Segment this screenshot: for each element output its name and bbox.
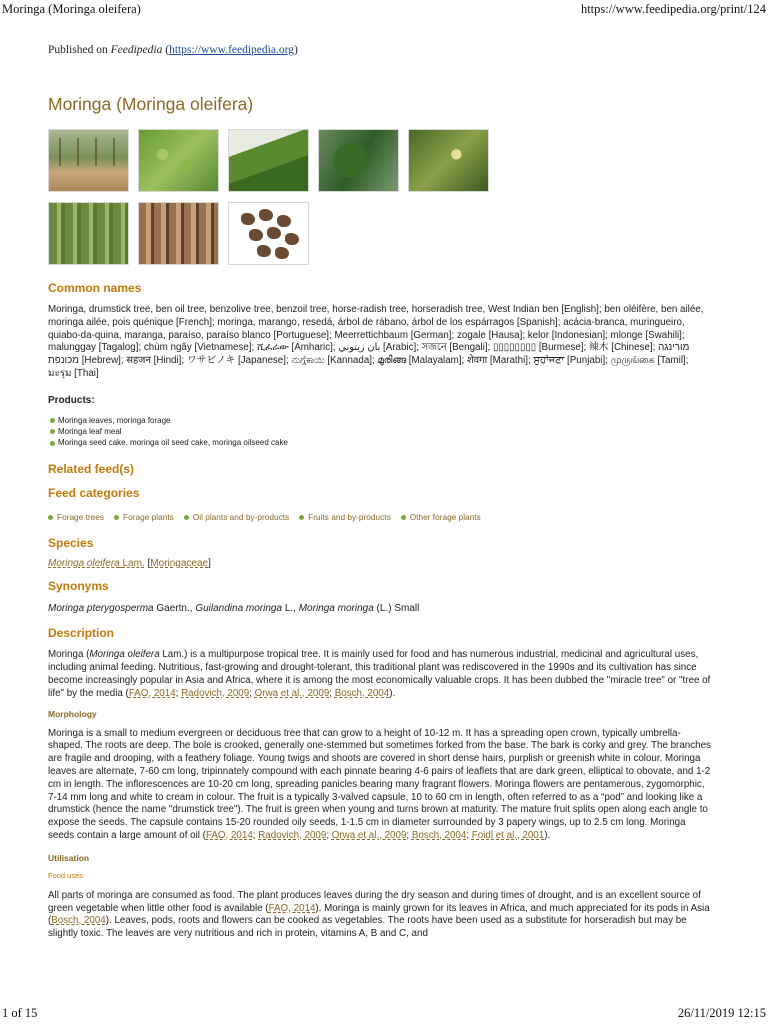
species-link[interactable]: Moringa oleifera Lam. (48, 558, 145, 570)
page-number: 1 of 15 (2, 1006, 38, 1020)
list-item: Moringa seed cake, moringa oil seed cake, moringa oilseed cake (48, 437, 714, 448)
section-common-names: Common names (48, 281, 142, 295)
image-gallery (48, 129, 508, 265)
description-text: Moringa (Moringa oleifera Lam.) is a multipurpose tropical tree. It is mainly used for food and has numerous industrial, medicinal and agricultural uses, including animal feeding. Nutritious, fast-growing and drought-tolerant, this traditional plant was rediscovered in the 1990s and its cultivation has since become increasingly popular in Asia and Africa, where it is among the most economically valuable crops. It has been dubbed the "miracle tree" or "tree of life" by the media (FAO, 2014; Radovich, 2009; Orwa et al., 2009; Bosch, 2004). (48, 649, 711, 699)
section-description: Description (48, 626, 115, 641)
synonyms-line: Moringa pterygosperma Gaertn., Guilandina moringa L., Moringa moringa (L.) Small (48, 603, 420, 615)
ref-link[interactable]: Orwa et al., 2009 (254, 687, 330, 699)
thumbnail-image[interactable] (228, 129, 309, 192)
ref-link[interactable]: FAO, 2014 (268, 902, 316, 914)
thumbnail-image[interactable] (228, 202, 309, 265)
thumbnail-image[interactable] (48, 202, 129, 265)
list-item: Moringa leaf meal (48, 426, 714, 437)
subsection-utilisation: Utilisation (48, 852, 90, 863)
site-name: Feedipedia (110, 44, 163, 56)
list-item: Moringa leaves, moringa forage (48, 415, 714, 426)
print-header (0, 0, 768, 18)
family-link[interactable]: Moringaceae (150, 558, 209, 570)
ref-link[interactable]: Bosch, 2004 (51, 915, 106, 927)
ref-link[interactable]: Orwa et al., 2009 (331, 829, 407, 841)
page-title: Moringa (Moringa oleifera) (48, 94, 254, 114)
site-link[interactable]: https://www.feedipedia.org (169, 44, 294, 56)
category-link[interactable]: Forage plants (114, 512, 174, 522)
subsection-morphology: Morphology (48, 708, 97, 719)
ref-link[interactable]: Bosch, 2004 (411, 829, 467, 841)
print-footer (0, 1002, 768, 1024)
thumbnail-image[interactable] (318, 129, 399, 192)
ref-link[interactable]: FAO, 2014 (205, 829, 253, 841)
thumbnail-image[interactable] (138, 202, 219, 265)
products-heading: Products: (48, 394, 95, 406)
morphology-text: Moringa is a small to medium evergreen or deciduous tree that can grow to a height of 10-12 m. It has a spreading open crown, typically umbrella-shaped. The roots are deep. The bole is crooked, generally one-stemmed but sometimes forked from the base. The bark is corky and grey. The branches are fragile and drooping, with a feathery foliage. Young twigs and shoots are covered in short dense hairs, purplish or greenish white in colour. Moringa leaves are alternate, 7-60 cm long, tripinnately compound with each pinnate bearing 4-6 pairs of leaflets that are dark green, elliptical to obovate, and 1-2 cm in length. The inflorescences are 10-20 cm long, spreading panicles bearing many fragrant flowers. Moringa flowers are pentamerous, zygomorphic, 7-14 mm long and white to cream in colour. The fruit is a typically 3-valved capsule, 10 to 60 cm in length, often referred to as a “pod” and looking like a drumstick (hence the name "drumstick tree"). The fruit is green when young and turns brown at maturity. The mature fruit splits open along each angle to expose the seeds. The capsule contains 15-20 rounded oily seeds, 1-1.5 cm in diameter surrounded by 3 papery wings, up to 2.5 cm long. Moringa seeds contain a large amount of oil (FAO, 2014; Radovich, 2009; Orwa et al., 2009; Bosch, 2004; Foidl et al., 2001). (48, 727, 711, 841)
category-link[interactable]: Forage trees (48, 512, 104, 522)
products-list (48, 415, 714, 449)
thumbnail-image[interactable] (408, 129, 489, 192)
section-related-feeds: Related feed(s) (48, 462, 135, 477)
section-synonyms: Synonyms (48, 579, 109, 594)
ref-link[interactable]: Radovich, 2009 (181, 687, 250, 699)
print-datetime: 26/11/2019 12:15 (677, 1006, 766, 1020)
thumbnail-image[interactable] (138, 129, 219, 192)
section-species: Species (48, 536, 94, 551)
species-line: Moringa oleifera Lam. [Moringaceae] (48, 558, 211, 570)
category-link[interactable]: Oil plants and by-products (184, 512, 289, 522)
ref-link[interactable]: Foidl et al., 2001 (471, 829, 545, 841)
section-feed-categories: Feed categories (48, 486, 140, 501)
subsection-food-uses: Food uses (48, 870, 84, 880)
category-list (48, 512, 714, 522)
category-link[interactable]: Fruits and by-products (299, 512, 391, 522)
print-url: https://www.feedipedia.org/print/124 (580, 2, 766, 16)
ref-link[interactable]: Radovich, 2009 (258, 829, 327, 841)
thumbnail-image[interactable] (48, 129, 129, 192)
category-link[interactable]: Other forage plants (401, 512, 481, 522)
main-content (48, 94, 714, 941)
published-line: Published on Feedipedia (https://www.feedipedia.org) (48, 44, 298, 56)
common-names-text: Moringa, drumstick tree, ben oil tree, benzolive tree, benzoil tree, horse-radish tree, horseradish tree, West Indian ben [English]; ben oléifère, ben ailée, moringa ailée, pois quénique [French]; moringa, marango, resedá, árbol de rábano, árbol de los espárragos [Spanish]; acácia-branca, muringueiro, quiabo-da-quina, maranga, paraíso, paraíso blanco [Portuguese]; Meerrettichbaum [German]; zogale [Hausa]; kelor [Indonesian]; mlonge [Swahili]; malunggay [Tagalog]; chùm ngây [Vietnamese]; ሺፈራው [Amharic]; بان زيتوني [Arabic]; সজনে [Bengali]; ▯▯▯▯▯▯▯▯ [Burmese]; 辣木 [Chinese]; מורינגה מכונפת [Hebrew]; सहजन [Hindi]; ワサビノキ [Japanese]; ನುಗ್ಗೆಕಾಯಿ [Kannada]; മുരിങ്ങ [Malayalam]; शेवगा [Marathi]; ਸੁਹਾਂਜਣਾ [Punjabi]; முருங்கை [Tamil]; มะรุม [Thai] (48, 304, 704, 379)
ref-link[interactable]: FAO, 2014 (128, 687, 176, 699)
food-uses-text: All parts of moringa are consumed as food. The plant produces leaves during the dry season and during times of drought, and is an excellent source of green vegetable when little other food is available (FAO, 2014). Moringa is mainly grown for its leaves in Africa, and much appreciated for its pods in Asia (Bosch, 2004). Leaves, pods, roots and flowers can be cooked as vegetables. The roots have been used as a substitute for horseradish but may be slightly toxic. The leaves are very nutritious and rich in protein, vitamins A, B and C, and (48, 889, 710, 940)
print-title: Moringa (Moringa oleifera) (2, 2, 141, 16)
ref-link[interactable]: Bosch, 2004 (334, 687, 390, 699)
